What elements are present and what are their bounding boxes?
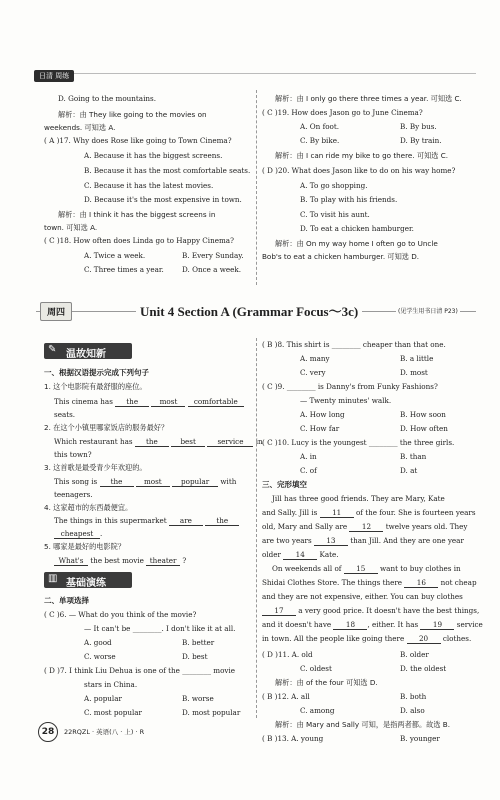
- blank: cheapest: [54, 529, 100, 539]
- option: B. better: [182, 638, 215, 647]
- text-line: 解析：由 I think it has the biggest screens in: [58, 210, 216, 219]
- question: ( C )10. Lucy is the youngest ________ the three girls.: [262, 438, 455, 447]
- text: On weekends all of: [272, 564, 342, 573]
- text: service: [456, 620, 483, 629]
- option: A. popular: [84, 694, 122, 703]
- option: B. older: [400, 650, 429, 659]
- blank: 18: [333, 620, 367, 630]
- section-heading: 一、根据汉语提示完成下列句子: [44, 368, 149, 377]
- text-line: 解析：由 They like going to the movies on: [58, 110, 207, 119]
- blank: comfortable: [188, 397, 244, 407]
- header-bar: [34, 70, 476, 84]
- text: the best movie: [90, 556, 144, 565]
- blank: 14: [283, 550, 317, 560]
- text: Which restaurant has: [54, 437, 133, 446]
- text: .: [100, 529, 103, 538]
- header-tag: [34, 70, 74, 82]
- passage-line: [262, 522, 467, 532]
- blank: 16: [404, 578, 438, 588]
- answer-line: [54, 397, 244, 407]
- question-cn: 5. 哪家是最好的电影院？: [44, 542, 126, 551]
- banner-review: [44, 343, 132, 359]
- blank: 12: [349, 522, 383, 532]
- text-line: B. To play with his friends.: [300, 195, 398, 204]
- banner-review-label: 温故知新: [66, 349, 106, 360]
- text-line: C. Because it has the latest movies.: [84, 181, 214, 190]
- option: D. the oldest: [400, 664, 447, 673]
- option: B. How soon: [400, 410, 446, 419]
- text: This song is: [54, 477, 98, 486]
- answer-line: [54, 477, 236, 487]
- text-line: D. To eat a chicken hamburger.: [300, 224, 414, 233]
- text: of the four. She is fourteen years: [355, 508, 476, 517]
- text-line: B. Because it has the most comfortable seats.: [84, 166, 251, 175]
- blank: theater: [146, 556, 180, 566]
- blank: the: [205, 516, 239, 526]
- option: D. most: [400, 368, 428, 377]
- passage-line: [262, 634, 471, 644]
- text-line: teenagers.: [54, 490, 93, 499]
- question: ( C )6. — What do you think of the movie?: [44, 610, 197, 619]
- text: in: [255, 437, 263, 446]
- question: ( B )8. This shirt is ________ cheaper than that one.: [262, 340, 446, 349]
- text: older: [262, 550, 281, 559]
- unit-title: Unit 4 Section A (Grammar Focus～3c): [136, 301, 362, 320]
- option: D. at: [400, 466, 418, 475]
- text: The things in this supermarket: [54, 516, 167, 525]
- option: C. oldest: [300, 664, 332, 673]
- text: in town. All the people like going there: [262, 634, 405, 643]
- passage-line: [262, 536, 464, 546]
- text: twelve years old. They: [385, 522, 468, 531]
- option: D. most popular: [182, 708, 241, 717]
- text-line: B. By bus.: [400, 122, 437, 131]
- text: not cheap: [440, 578, 477, 587]
- question: stars in China.: [84, 680, 138, 689]
- passage-line: and they are not expensive, either. You can buy clothes: [262, 592, 463, 601]
- option: A. in: [300, 452, 317, 461]
- option: A. many: [300, 354, 330, 363]
- option: C. among: [300, 706, 335, 715]
- unit-header: [36, 300, 476, 322]
- text: Shidai Clothes Store. The things there: [262, 578, 403, 587]
- text-line: town. 可知选 A.: [44, 223, 98, 232]
- blank: most: [151, 397, 185, 407]
- text-line: D. Once a week.: [182, 265, 242, 274]
- blank: the: [115, 397, 149, 407]
- blank: service: [207, 437, 253, 447]
- text-line: D. Because it's the most expensive in town.: [84, 195, 242, 204]
- answer-line: [54, 516, 239, 526]
- option: A. How long: [300, 410, 345, 419]
- text-line: ( C )18. How often does Linda go to Happy Cinema?: [44, 236, 234, 245]
- text: are two years: [262, 536, 312, 545]
- text-line: C. To visit his aunt.: [300, 210, 370, 219]
- option: D. How often: [400, 424, 448, 433]
- passage-line: [262, 550, 339, 560]
- section-heading: 二、单项选择: [44, 596, 89, 605]
- question: ( B )13. A. young: [262, 734, 324, 743]
- text: than Jill. And they are one year: [350, 536, 464, 545]
- blank: 13: [314, 536, 348, 546]
- text: , either. It has: [367, 620, 419, 629]
- blank: the: [135, 437, 169, 447]
- column-divider-lower: [256, 338, 257, 718]
- text-line: seats.: [54, 410, 76, 419]
- day-badge: 周四: [40, 302, 72, 321]
- passage-line: [262, 508, 476, 518]
- question-cn: 2. 在这个小镇里哪家饭店的服务最好？: [44, 423, 169, 432]
- passage-line: [262, 578, 477, 588]
- question: ( B )12. A. all: [262, 692, 310, 701]
- option: B. worse: [182, 694, 214, 703]
- text: want to buy clothes in: [380, 564, 461, 573]
- option: C. most popular: [84, 708, 142, 717]
- question-cn: 4. 这家超市的东西最便宜。: [44, 503, 133, 512]
- text-line: 解析：由 I can ride my bike to go there. 可知选 C.: [275, 151, 449, 160]
- question: ( D )11. A. old: [262, 650, 313, 659]
- text: ?: [182, 556, 187, 565]
- question-cn: 1. 这个电影院有最舒服的座位。: [44, 382, 147, 391]
- text-line: 解析：由 I only go there three times a year. 可知选 C.: [275, 94, 462, 103]
- text-line: A. To go shopping.: [300, 181, 368, 190]
- blank: 19: [420, 620, 454, 630]
- text: a very good price. It doesn't have the best things,: [298, 606, 480, 615]
- chart-icon: ▥: [48, 573, 58, 584]
- text-line: D. Going to the mountains.: [58, 94, 156, 103]
- unit-note: (见学生用书日清 P23): [398, 308, 458, 315]
- passage-line: [262, 606, 479, 616]
- text-line: 解析：由 On my way home I often go to Uncle: [275, 239, 438, 248]
- option: A. good: [84, 638, 112, 647]
- option: C. worse: [84, 652, 116, 661]
- answer-line: [54, 556, 186, 566]
- text-line: C. By bike.: [300, 136, 340, 145]
- text: old, Mary and Sally are: [262, 522, 348, 531]
- question-cn: 3. 这首歌是最受青少年欢迎的。: [44, 463, 147, 472]
- blank: popular: [172, 477, 218, 487]
- blank: 11: [320, 508, 354, 518]
- text-line: B. Every Sunday.: [182, 251, 244, 260]
- text: and it doesn't have: [262, 620, 332, 629]
- option: B. than: [400, 452, 427, 461]
- passage-line: [262, 620, 483, 630]
- explanation: 解析：由 of the four 可知选 D.: [275, 678, 378, 687]
- text-line: A. On foot.: [300, 122, 340, 131]
- footer-code: 22RQZL · 英语(八 · 上) · R: [64, 728, 145, 736]
- blank: best: [171, 437, 205, 447]
- passage-line: Jill has three good friends. They are Mary, Kate: [272, 494, 445, 503]
- text: and Sally. Jill is: [262, 508, 318, 517]
- text-line: ( A )17. Why does Rose like going to Town Cinema?: [44, 136, 232, 145]
- answer-line: [54, 437, 263, 447]
- option: C. of: [300, 466, 317, 475]
- option: D. best: [182, 652, 208, 661]
- blank: the: [100, 477, 134, 487]
- banner-practice: [44, 572, 132, 588]
- text: with: [220, 477, 237, 486]
- text-line: D. By train.: [400, 136, 442, 145]
- page-number: 28: [38, 722, 58, 742]
- blank: most: [136, 477, 170, 487]
- blank: 20: [407, 634, 441, 644]
- text-line: ( D )20. What does Jason like to do on his way home?: [262, 166, 456, 175]
- text-line: this town?: [54, 450, 92, 459]
- text-line: weekends. 可知选 A.: [44, 123, 116, 132]
- option: B. both: [400, 692, 427, 701]
- question: ( C )9. ________ is Danny's from Funky Fashions?: [262, 382, 438, 391]
- option: B. younger: [400, 734, 440, 743]
- passage-line: [272, 564, 461, 574]
- pencil-icon: ✎: [48, 344, 57, 355]
- text-line: A. Because it has the biggest screens.: [84, 151, 223, 160]
- answer-line: [54, 529, 102, 539]
- blank: What's: [54, 556, 88, 566]
- header-tag-left: 日清: [39, 72, 53, 80]
- text-line: C. Three times a year.: [84, 265, 164, 274]
- blank: 17: [262, 606, 296, 616]
- option: C. very: [300, 368, 326, 377]
- option: B. a little: [400, 354, 434, 363]
- column-divider: [256, 90, 257, 285]
- blank: are: [169, 516, 203, 526]
- text-line: A. Twice a week.: [84, 251, 146, 260]
- text: This cinema has: [54, 397, 113, 406]
- banner-practice-label: 基础演练: [66, 578, 106, 589]
- question: ( D )7. I think Liu Dehua is one of the ________ movie: [44, 666, 236, 675]
- section-heading: 三、完形填空: [262, 480, 307, 489]
- text-line: ( C )19. How does Jason go to June Cinema?: [262, 108, 423, 117]
- header-tag-right: 周练: [55, 72, 70, 80]
- text: clothes.: [442, 634, 472, 643]
- question: — Twenty minutes' walk.: [300, 396, 392, 405]
- text: Kate.: [319, 550, 339, 559]
- text-line: Bob's to eat a chicken hamburger. 可知选 D.: [262, 252, 420, 261]
- blank: 15: [344, 564, 378, 574]
- explanation: 解析：由 Mary and Sally 可知，是指两者都。故选 B.: [275, 720, 451, 729]
- option: C. How far: [300, 424, 340, 433]
- option: D. also: [400, 706, 425, 715]
- question: — It can't be ________. I don't like it at all.: [84, 624, 236, 633]
